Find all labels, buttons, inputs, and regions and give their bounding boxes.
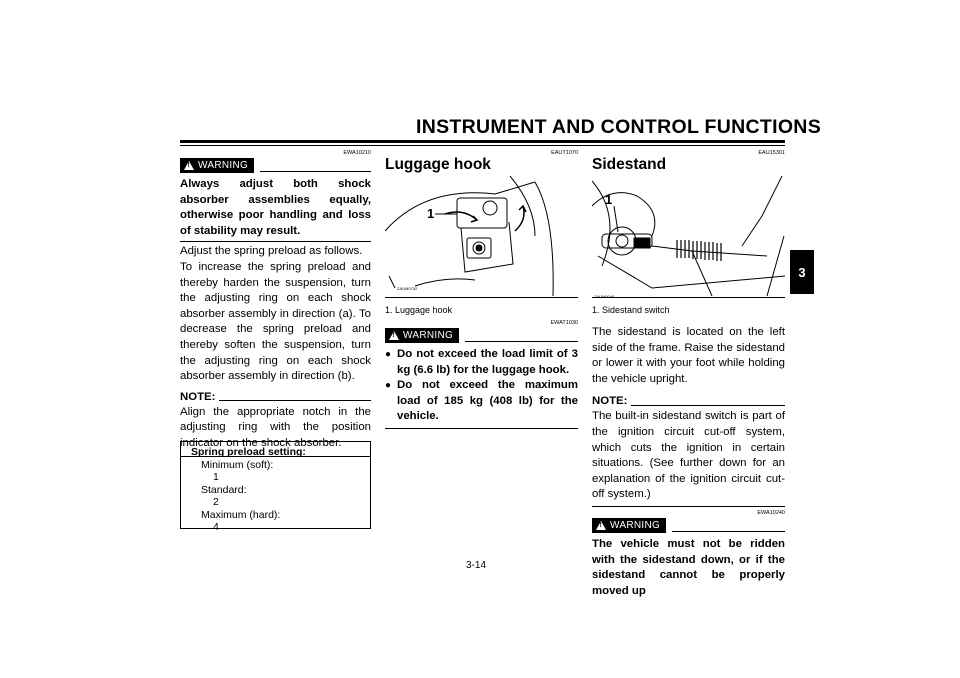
spec-value: 1 [213, 471, 219, 483]
bullet-text: Do not exceed the load limit of 3 kg (6.6 lb) for the luggage hook. [397, 348, 578, 376]
warning-label: WARNING [403, 330, 454, 341]
spec-label: Maximum (hard): [201, 508, 281, 521]
warning-code: EWA10210 [343, 150, 371, 156]
note-label: NOTE: [592, 395, 628, 408]
right-column-body [592, 325, 785, 599]
warning-code: EWA10240 [757, 509, 785, 516]
spec-label: Standard: [201, 483, 247, 496]
paragraph: To increase the spring preload and thereby harden the suspension, turn the adjusting ring on each shock absorber assembly in direction (a). To decrease the spring preload and thereby soften the suspension, turn the adjusting ring on each shock absorber assembly in direction (b). [180, 260, 371, 383]
spec-value: 2 [213, 496, 219, 508]
figure-caption: 1. Luggage hook [385, 305, 453, 315]
luggage-hook-illustration [385, 176, 578, 296]
note-line [631, 405, 785, 406]
warning-text: The vehicle must not be ridden with the sidestand down, or if the sidestand cannot be properly moved up [592, 537, 785, 597]
page-number: 3-14 [466, 560, 487, 571]
bullet-icon: ● [385, 349, 392, 360]
sidestand-illustration [592, 176, 785, 296]
warning-triangle-icon [184, 161, 194, 170]
chapter-tab: 3 [790, 250, 814, 294]
section-title: Luggage hook [385, 156, 491, 173]
warning-triangle-icon [389, 331, 399, 340]
figure-caption: 1. Sidestand switch [592, 305, 670, 315]
warning-header [385, 328, 578, 343]
left-column [180, 150, 371, 457]
header-rule [180, 140, 785, 143]
spec-title: Spring preload setting: [191, 446, 306, 458]
warning-end-rule [385, 428, 578, 429]
warning-bullet [385, 347, 578, 378]
figure-callout: 1 [605, 192, 613, 207]
paragraph: The sidestand is located on the left side of the frame. Raise the sidestand or lower it with your foot while holding the vehicle upright. [592, 326, 785, 385]
warning-label: WARNING [610, 519, 661, 531]
warning-header-line [465, 341, 578, 342]
figure-frame-rule [385, 297, 578, 298]
warning-badge [385, 328, 459, 343]
bullet-text: Do not exceed the maximum load of 185 kg (408 lb) for the vehicle. [397, 379, 578, 423]
spec-label: Minimum (soft): [201, 458, 274, 471]
section-code: EAUT1070 [551, 150, 578, 156]
warning-end-rule [180, 241, 371, 242]
warning-text: Always adjust both shock absorber assemblies equally, otherwise poor handling and loss of stability may result. [180, 178, 371, 237]
warning-header [180, 158, 371, 173]
note-text: Align the appropriate notch in the adjusting ring with the position indicator on the shock absorber. [180, 405, 371, 449]
luggage-hook-figure [385, 176, 578, 296]
spec-box [180, 441, 371, 533]
warning-header [592, 518, 785, 533]
warning-header-line [672, 531, 785, 532]
page-header-title: INSTRUMENT AND CONTROL FUNCTIONS [416, 116, 821, 138]
bullet-icon: ● [385, 380, 392, 392]
warning-triangle-icon [596, 521, 606, 530]
middle-warning [385, 320, 578, 429]
note-end-rule [592, 506, 785, 507]
section-code: EAU15301 [758, 150, 785, 156]
warning-code: EWAT1030 [550, 320, 578, 326]
warning-header-line [260, 171, 371, 172]
spec-value: 4 [213, 521, 219, 533]
header-rule-thin [180, 145, 785, 146]
right-column-header [592, 150, 785, 174]
sidestand-figure [592, 176, 785, 296]
note-text: The built-in sidestand switch is part of the ignition circuit cut-off system, which cuts the ignition in certain situations. (See further down for an explanation of the ignition circuit cut-off system.) [592, 410, 785, 501]
warning-badge [592, 518, 666, 533]
note-label: NOTE: [180, 390, 216, 403]
figure-code: ZAUM0752 [397, 286, 418, 291]
warning-badge [180, 158, 254, 173]
warning-bullet [385, 378, 578, 425]
figure-callout: 1 [427, 206, 435, 221]
paragraph: Adjust the spring preload as follows. [180, 245, 363, 258]
middle-column [385, 150, 578, 174]
warning-label: WARNING [198, 160, 249, 171]
note-header [592, 395, 785, 407]
section-title: Sidestand [592, 156, 667, 173]
note-header [180, 391, 371, 403]
figure-frame-rule [592, 297, 785, 298]
note-line [219, 400, 371, 401]
